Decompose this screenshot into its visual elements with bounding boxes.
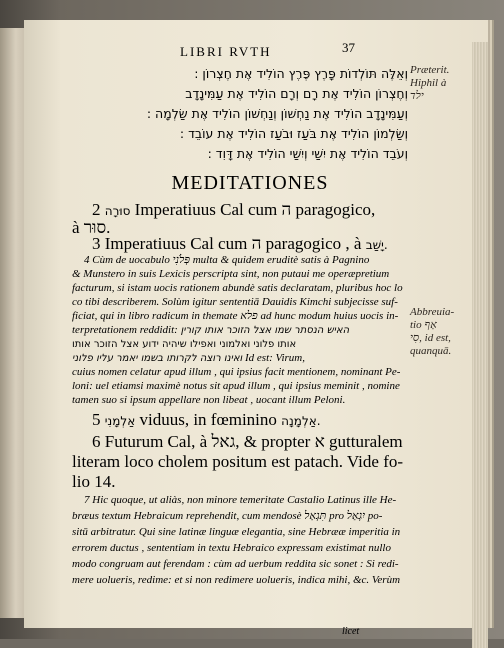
page-fore-edge: [472, 42, 488, 648]
hebrew-term: אַלְמָנָה.: [281, 414, 321, 428]
hebrew-quote: ואינו רוצה לקרותו בשמו יאמר עליו פלוני: [72, 353, 243, 364]
hebrew-line: וְשַׂלְמוֹן הוֹלִיד אֶת בֹּעַז וּבֹעַז הוֹלִיד אֶת עוֹבֵד :: [179, 126, 408, 141]
margin-note-line: ילד: [410, 90, 424, 102]
entry-4-line: [84, 254, 369, 266]
entry-4-line: cuius nomen celatur apud illum , qui ipsius facit mentionem, nominant Pe-: [72, 366, 401, 378]
hebrew-term: יָשַׁב.: [365, 238, 388, 252]
entry-number: 3: [92, 234, 101, 253]
entry-6-line: [92, 432, 403, 452]
hebrew-term: אַלְמָנִי: [104, 414, 136, 428]
section-title: MEDITATIONES: [171, 172, 329, 194]
entry-3: [92, 234, 388, 254]
entry-4-line: tamen suo si ipsum appellare non libeat , uocant illum Peloni.: [72, 394, 346, 406]
margin-note-line: Abbreuia-: [410, 306, 455, 318]
entry-5: [92, 410, 321, 430]
entry-text: Imperatiuus Cal cum ה paragogico,: [134, 200, 376, 219]
entry-4-line: ficiat, qui in libro radicum in themate פלא ad hunc modum huius uocis in-: [72, 310, 399, 322]
entry-7-line: bræus textum Hebraicum reprehendit, cum mendosè תִּגְאַל pro יִגְאַל po-: [72, 510, 383, 522]
hebrew-line: וְעֹבֵד הוֹלִיד אֶת יִשַׁי וְיִשַׁי הוֹלִיד אֶת דָּוִד :: [207, 146, 408, 161]
entry-4-line: [72, 324, 349, 336]
hebrew-line: וְחֶצְרוֹן הוֹלִיד אֶת רָם וְרָם הוֹלִיד אֶת עַמִּינָדָב: [185, 86, 408, 101]
catchword: licet: [342, 626, 360, 637]
entry-text: Hic quoque, ut aliàs, non minore temeritate Castalio Latinus ille He-: [92, 494, 397, 506]
entry-6-line: literam loco cholem positum est patach. Vide fo-: [72, 452, 404, 471]
entry-4-line: & Munstero in suis Lexicis perscripta sint, non putaui me operæpretium: [72, 268, 390, 280]
entry-text: terpretationem reddidit:: [72, 324, 178, 336]
entry-4-line: loni: uel etiamsi maximè notus sit apud illum , qui ipsius meminit , nomine: [72, 380, 400, 392]
hebrew-term: סוּרָה: [104, 204, 131, 218]
entry-number: 6: [92, 432, 101, 451]
entry-7-line: errorem ductus , sententiam in textu Hebraico expressam existimat nullo: [72, 542, 391, 554]
page-number: 37: [342, 40, 355, 55]
entry-number: 7: [84, 494, 90, 506]
margin-note-line: quanquā.: [410, 345, 452, 357]
entry-number: 5: [92, 410, 101, 429]
hebrew-line: וְעַמִּינָדָב הוֹלִיד אֶת נַחְשׁוֹן וְנַחְשׁוֹן הוֹלִיד אֶת שַׂלְמָה :: [146, 106, 408, 121]
entry-number: 2: [92, 200, 101, 219]
margin-note-line: Præterit.: [410, 64, 450, 76]
running-title: LIBRI RVTH: [180, 44, 272, 59]
margin-note-line: סִי, id est,: [410, 332, 451, 344]
entry-7-line: [84, 494, 396, 506]
hebrew-quote: האיש הנסתר שמו אצל הזוכר אותו קורין: [180, 325, 350, 336]
entry-4-line: facturum, si istam uocis rationem abundè satis declaratam, pluribus hoc lo: [72, 282, 403, 294]
entry-4-line: [72, 352, 305, 364]
entry-text: Imperatiuus Cal cum ה paragogico , à: [104, 234, 366, 253]
entry-text: Cùm de uocabulo פְּלֹנִי multa & quidem eruditè satis à Pagnino: [92, 254, 370, 266]
margin-note-line: tio אַף: [410, 319, 437, 331]
entry-text: Futurum Cal, à גאל, & propter א gutturalem: [104, 432, 403, 451]
entry-text: Id est: Virum,: [245, 352, 305, 364]
facing-page-edge: [0, 28, 27, 618]
entry-7-line: mere uolueris, redime: et si non redimere uolueris, indica mihi, &c. Verùm: [72, 574, 401, 586]
hebrew-quote-line: [72, 338, 296, 350]
margin-note-middle: [410, 306, 454, 358]
margin-note-top: [410, 64, 449, 103]
entry-2: [92, 200, 375, 220]
margin-note-line: Hiphil à: [410, 77, 447, 89]
entry-2-cont: à סוּר.: [72, 218, 111, 237]
entry-4-line: co tibi describerem. Solùm igitur sententiā Dauidis Kimchi subjecisse suf-: [72, 296, 398, 308]
entry-number: 4: [84, 254, 90, 266]
hebrew-line: וְאֵלֶּה תּוֹלְדוֹת פָּרֶץ פֶּרֶץ הוֹלִיד אֶת חֶצְרוֹן :: [194, 66, 408, 81]
entry-text: viduus, in fœminino: [139, 410, 277, 429]
entry-7-line: modo congruam aut ferendam : cùm ad uerbum reddita sic sonet : Si redi-: [72, 558, 399, 570]
entry-6-line: lio 14.: [72, 472, 116, 491]
hebrew-quote: אותו פלוני ואלמוני ואפילו שיהיה ידוע אצל הזוכר אותו: [72, 339, 297, 350]
entry-7-line: sitū arbitratur. Qui sine latinæ linguæ elegantia, sine Hebrææ imperitia in: [72, 526, 401, 538]
